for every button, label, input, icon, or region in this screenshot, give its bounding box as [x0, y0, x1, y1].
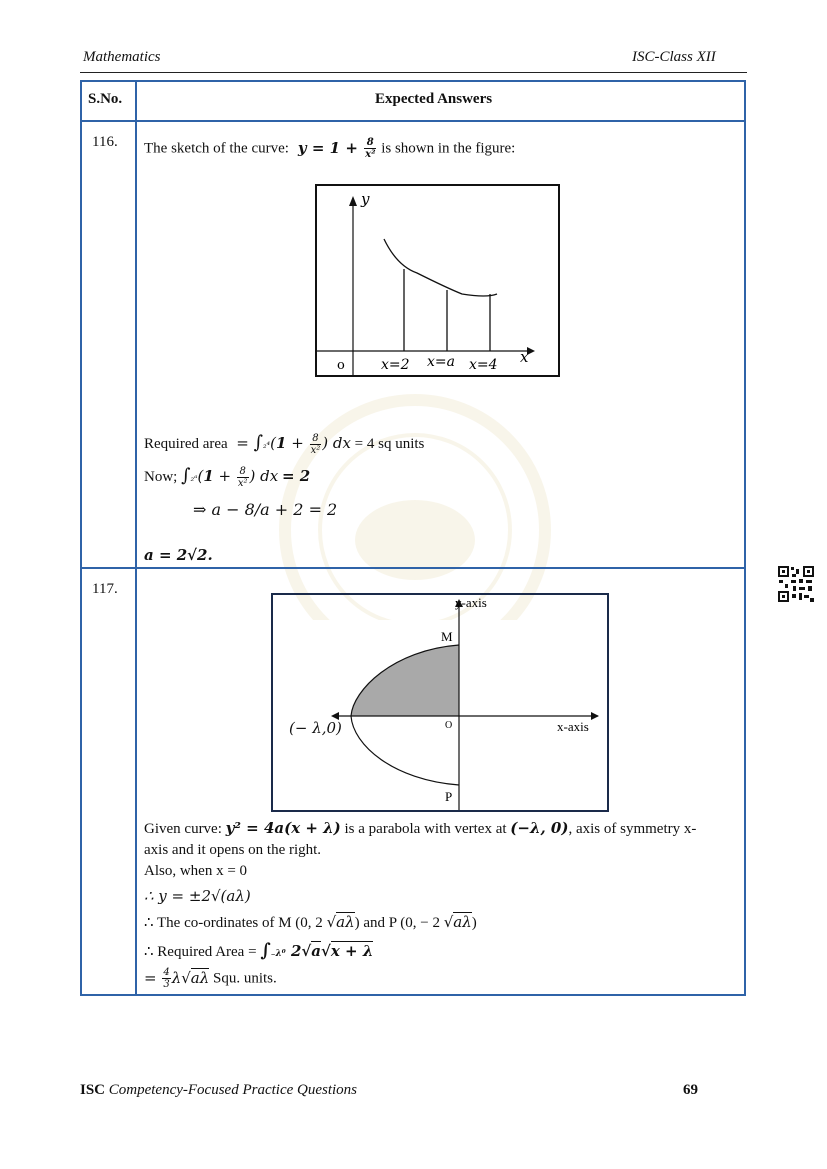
q117-sqrt-m: √aλ — [326, 913, 355, 931]
serial-117: 117. — [92, 581, 118, 597]
footer-brand: ISC — [80, 1082, 106, 1098]
parabola-figure-svg — [273, 595, 607, 810]
curve-figure-svg — [317, 186, 558, 375]
y-axis-arrow — [349, 196, 357, 206]
shaded-area — [351, 645, 459, 716]
x-axis-right-arrow — [591, 712, 599, 720]
q116-curve-equation: y = 1 + $\frac{8}{\text{x²}}$ — [292, 137, 376, 160]
q117-line1-a: Given curve: — [144, 821, 222, 837]
fig1-origin-label: o — [337, 358, 345, 373]
q117-line5-a: ∴ The co-ordinates of M (0, 2 — [144, 915, 323, 931]
fig2-M-label: M — [441, 629, 453, 644]
q117-line5-b: ) and P (0, − 2 — [354, 915, 440, 931]
parabola-figure — [271, 593, 609, 812]
curve-path — [384, 239, 497, 296]
qr-code — [777, 565, 815, 603]
fig1-x2-label: x=2 — [381, 357, 410, 373]
q117-line6-label: ∴ Required Area = — [144, 944, 257, 960]
q116-now-result: = 2 — [281, 467, 311, 485]
q116-area-integral: = ∫₂⁴(1 + $\frac{8}{\text{x²}}$ ) dx — [231, 432, 351, 456]
q116-intro — [144, 137, 515, 160]
header-class: ISC-Class XII — [632, 49, 716, 65]
page-number: 69 — [683, 1082, 698, 1098]
q117-line2: axis and it opens on the right. — [144, 842, 322, 858]
fig2-vertex-label: (− λ,0) — [289, 719, 342, 737]
serial-116: 116. — [92, 134, 118, 150]
q116-answer: a = 2√2. — [144, 546, 213, 564]
q116-intro-before: The sketch of the curve: — [144, 140, 289, 157]
q117-line7 — [144, 967, 277, 990]
fig2-yaxis-label: y-axis — [455, 595, 487, 610]
q117-line1-c: , axis of symmetry x- — [568, 821, 697, 837]
fig2-P-label: P — [445, 789, 453, 804]
q117-line5 — [144, 913, 477, 932]
q117-area-integral: ∫₋λ⁰ 2√a√x + λ — [260, 940, 374, 961]
footer-subtitle: Competency-Focused Practice Questions — [108, 1082, 358, 1098]
q117-line5-c: ) — [471, 915, 477, 931]
q117-line6 — [144, 940, 373, 961]
column-header-answers: Expected Answers — [375, 91, 493, 107]
fig1-xa-label: x=a — [427, 354, 455, 370]
q116-area-line — [144, 432, 424, 456]
q116-now-integral: ∫₂ᵃ(1 + $\frac{8}{\text{x²}}$ ) dx — [181, 465, 279, 489]
fig2-O-label: O — [445, 720, 453, 731]
q116-step: ⇒ a − 8/a + 2 = 2 — [193, 500, 338, 519]
q117-sqrt-p: √aλ — [443, 913, 472, 931]
q117-final-value: = $\frac{4}{3}$ λ√aλ — [144, 967, 210, 990]
q117-vertex: (−λ, 0) — [510, 819, 569, 837]
header-rule — [80, 72, 747, 73]
q117-line1-b: is a parabola with vertex at — [344, 821, 507, 837]
fig2-xaxis-label: x-axis — [557, 719, 589, 734]
q116-area-label: Required area — [144, 436, 228, 452]
fig1-x-label: x — [520, 348, 529, 366]
fig1-y-label: y — [361, 190, 370, 208]
table-header-divider — [80, 120, 746, 122]
q117-line7-suffix: Squ. units. — [213, 970, 277, 987]
header-subject: Mathematics — [83, 49, 161, 65]
q117-line3: Also, when x = 0 — [144, 863, 248, 879]
table-row-divider — [80, 567, 746, 569]
column-header-sno: S.No. — [88, 91, 123, 107]
footer-title — [80, 1082, 357, 1099]
q116-now-line — [144, 465, 310, 489]
table-column-divider — [135, 80, 137, 996]
q117-line4: ∴ y = ±2√(aλ) — [144, 887, 251, 905]
q117-line1 — [144, 819, 696, 838]
fig1-x4-label: x=4 — [469, 357, 498, 373]
curve-figure — [315, 184, 560, 377]
q116-now-label: Now; — [144, 469, 178, 485]
q116-area-result: = 4 sq units — [354, 436, 425, 452]
q116-intro-after: is shown in the figure: — [381, 140, 516, 157]
q117-curve-equation: y² = 4a(x + λ) — [225, 819, 341, 837]
